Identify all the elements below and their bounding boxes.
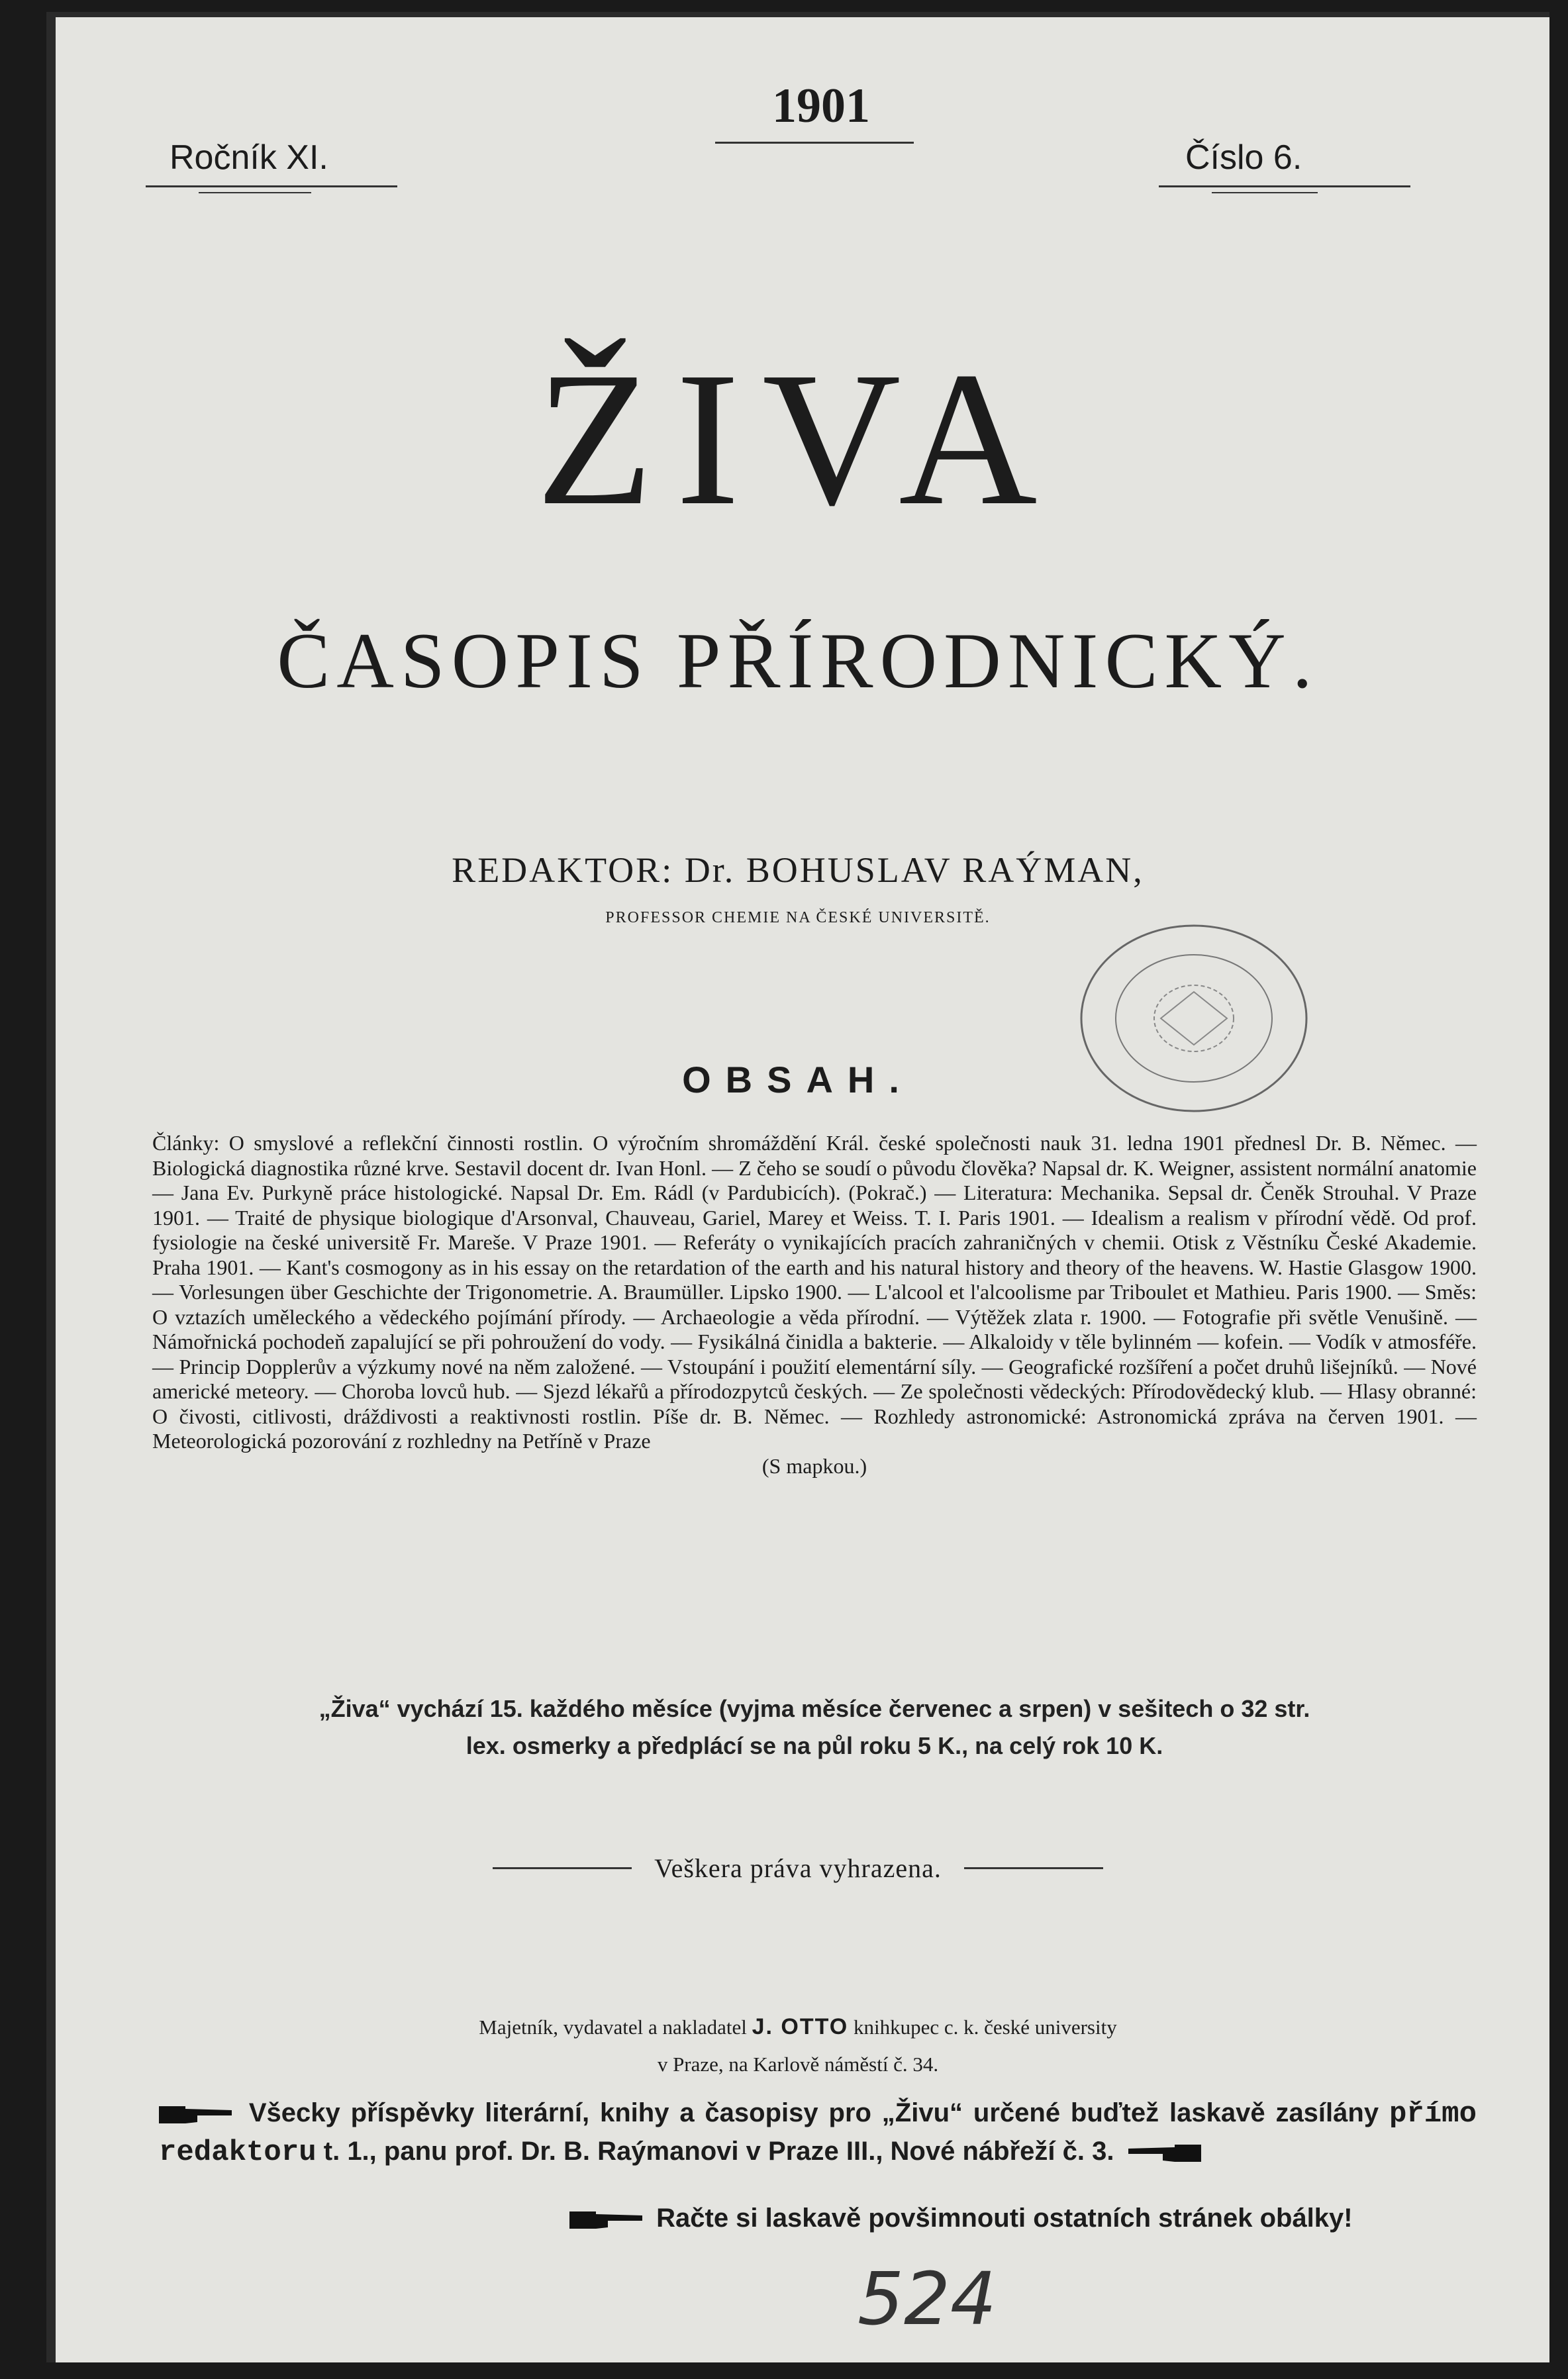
subscription-line-2: lex. osmerky a předplácí se na půl roku 5 K., na celý rok 10 K. bbox=[466, 1732, 1163, 1759]
rights-rule-right bbox=[964, 1867, 1103, 1869]
publisher-role: Majetník, vydavatel a nakladatel bbox=[479, 2015, 747, 2039]
volume-number: Ročník XI. bbox=[170, 138, 328, 177]
publisher-line-1 bbox=[46, 2008, 1549, 2046]
journal-subtitle: ČASOPIS PŘÍRODNICKÝ. bbox=[277, 616, 1319, 704]
editor-title: PROFESSOR CHEMIE NA ČESKÉ UNIVERSITĚ. bbox=[605, 909, 991, 926]
publisher-address: v Praze, na Karlově náměstí č. 34. bbox=[657, 2053, 939, 2076]
cover-pages-notice bbox=[569, 2204, 1510, 2233]
issue-rule-short bbox=[1212, 192, 1318, 193]
contents-body: Články: O smyslové a reflekční činnosti rostlin. O výročním shromáždění Král. české společnosti nauk 31. ledna 1901 přednesl Dr. B. Němec. — Biologická diagnostika různé krve. Sestavil docent dr. Ivan Honl. — Z čeho se soudí o původu člověka? Napsal dr. K. Weigner, assistent normální anatomie — Jana Ev. Purkyně práce histologické. Napsal Dr. Em. Rádl (v Pardubicích). (Pokrač.) — Literatura: Mechanika. Sepsal dr. Čeněk Strouhal. V Praze 1901. — Traité de physique biologique d'Arsonval, Chauveau, Gariel, Marey et Weiss. T. I. Paris 1901. — Idealism a realism v přírodní vědě. Od prof. fysiologie na české universitě Fr. Mareše. V Praze 1901. — Referáty o vynikajících pracích zahraničných v chemii. Otisk z Věstníku České Akademie. Praha 1901. — Kant's cosmogony as in his essay on the retardation of the earth and his natural history and theory of the heavens. W. Hastie Glasgow 1900. — Vorlesungen über Geschichte der Trigonometrie. A. Braumüller. Lipsko 1900. — L'alcool et l'alcoolisme par Triboulet et Mathieu. Paris 1900. — Směs: O vztazích uměleckého a vědeckého pojímání přírody. — Archaeologie a věda přírodní. — Výtěžek zlata r. 1900. — Fotografie při světle Venušině. — Námořnická pochodeň zapalující se při pohroužení do vody. — Fysikálná činidla a bakterie. — Alkaloidy v těle bylinném — kofein. — Vodík v atmosféře. — Princip Dopplerův a výzkumy nové na něm založené. — Vstoupání i použití elementární síly. — Geografické rozšíření a počet druhů lišejníků. — Nové americké meteory. — Choroba lovců hub. — Sjezd lékařů a přírodozpytců českých. — Ze společnosti vědeckých: Přírodovědecký klub. — Hlasy obranné: O čivosti, citlivosti, dráždivosti a reaktivnosti rostlin. Píše dr. B. Němec. — Rozhledy astronomické: Astronomická zpráva na červen 1901. — Meteorologická pozorování z rozhledny na Petříně v Praze bbox=[152, 1131, 1477, 1453]
rights-block bbox=[46, 1853, 1549, 1884]
journal-title: ŽIVA bbox=[536, 332, 1060, 545]
contents-last-line: (S mapkou.) bbox=[761, 1453, 867, 1478]
pointing-hand-icon bbox=[159, 2102, 238, 2126]
pointing-hand-left-icon bbox=[1122, 2141, 1201, 2164]
publisher-role-2: knihkupec c. k. české university bbox=[853, 2015, 1117, 2039]
submission-text: Všecky příspěvky literární, knihy a časopisy pro „Živu“ určené buďtež laskavě zasílány bbox=[248, 2098, 1379, 2127]
scan-edge-top bbox=[46, 12, 1549, 17]
subscription-notice bbox=[166, 1690, 1463, 1765]
journal-cover-page bbox=[46, 12, 1549, 2362]
issue-rule bbox=[1159, 185, 1410, 187]
cover-pages-text: Račte si laskavě povšimnouti ostatních stránek obálky! bbox=[656, 2204, 1353, 2233]
issue-number: Číslo 6. bbox=[1185, 138, 1302, 177]
volume-rule-short bbox=[199, 192, 311, 193]
rights-reserved: Veškera práva vyhrazena. bbox=[654, 1853, 942, 1883]
editor-line: REDAKTOR: Dr. BOHUSLAV RAÝMAN, bbox=[452, 850, 1144, 890]
year-rule bbox=[715, 142, 914, 144]
table-of-contents bbox=[152, 1131, 1477, 1479]
publication-year: 1901 bbox=[772, 79, 870, 133]
contents-heading: OBSAH. bbox=[682, 1059, 914, 1100]
submission-text-end: t. 1., panu prof. Dr. B. Raýmanovi v Praze III., Nové nábřeží č. 3. bbox=[323, 2137, 1114, 2166]
publisher-name: J. OTTO bbox=[752, 2014, 849, 2039]
publisher-info bbox=[46, 2008, 1549, 2083]
rights-rule-left bbox=[493, 1867, 632, 1869]
subscription-line-1: „Živa“ vychází 15. každého měsíce (vyjma měsíce červenec a srpen) v sešitech o 32 str. bbox=[318, 1695, 1310, 1722]
volume-rule bbox=[146, 185, 397, 187]
submission-emphasis: přímo redaktoru bbox=[159, 2098, 1477, 2169]
handwritten-number: 524 bbox=[858, 2257, 997, 2341]
pointing-hand-icon bbox=[569, 2208, 649, 2231]
submission-notice bbox=[159, 2094, 1477, 2171]
